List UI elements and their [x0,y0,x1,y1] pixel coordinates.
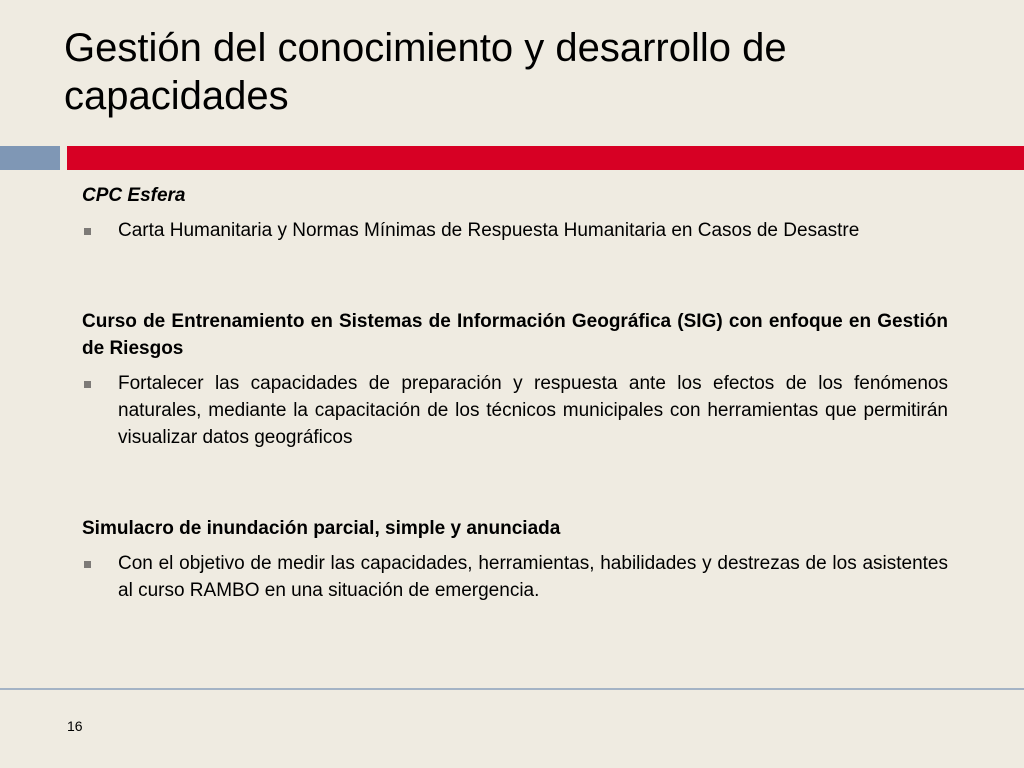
bullet-text: Carta Humanitaria y Normas Mínimas de Respuesta Humanitaria en Casos de Desastre [118,220,860,241]
footer-divider [0,688,1024,690]
square-bullet-icon [84,561,91,568]
bullet-text: Fortalecer las capacidades de preparación y respuesta ante los efectos de los fenómenos naturales, mediante la capacitación de los técnicos municipales con herramientas que permitirán visualizar datos geográficos [118,373,948,448]
bullet-item [82,550,948,604]
square-bullet-icon [84,381,91,388]
section-heading: CPC Esfera [82,185,186,206]
section-heading: Simulacro de inundación parcial, simple y anunciada [82,518,561,539]
section-cpc-esfera [82,182,948,244]
bullet-item [82,370,948,451]
bullet-item [82,217,948,244]
section-heading: Curso de Entrenamiento en Sistemas de Información Geográfica (SIG) con enfoque en Gestión de Riesgos [82,311,948,359]
section-curso-sig [82,308,948,451]
title-accent-bar-red [67,146,1024,170]
slide-content [82,182,948,604]
bullet-text: Con el objetivo de medir las capacidades, herramientas, habilidades y destrezas de los asistentes al curso RAMBO en una situación de emergencia. [118,553,948,601]
title-accent-bar-blue [0,146,60,170]
square-bullet-icon [84,228,91,235]
slide-title: Gestión del conocimiento y desarrollo de capacidades [64,26,787,118]
page-number: 16 [67,718,83,734]
section-simulacro [82,515,948,604]
